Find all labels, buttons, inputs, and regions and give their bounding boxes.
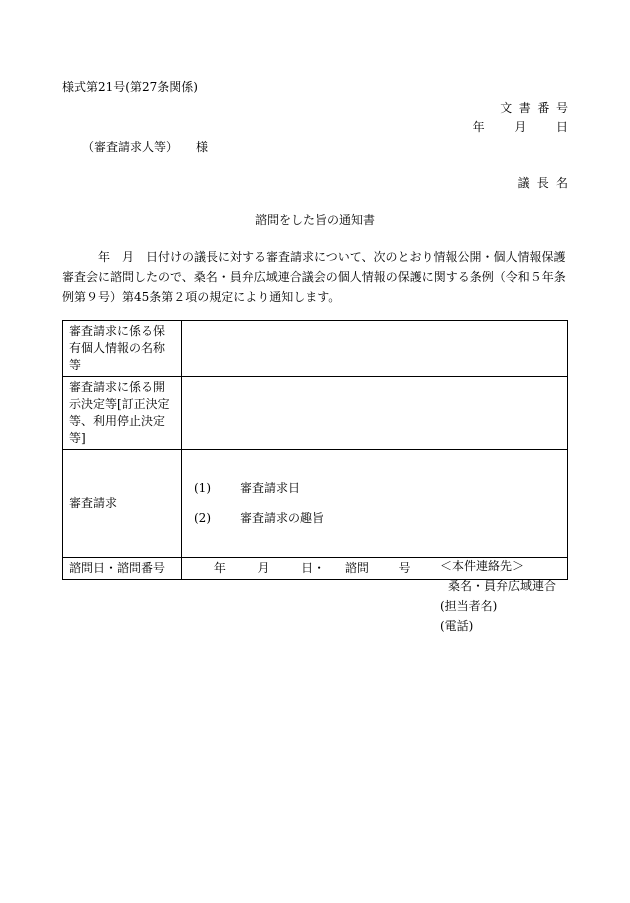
honorific: 様 [196,140,209,154]
deliberation-label: 諮問 [344,561,369,575]
contact-block [440,556,556,636]
deliberation-month: 月 [257,561,270,575]
contact-organization: 桑名・員弁広域連合 [448,579,557,593]
deliberation-day: 日・ [301,561,326,575]
row-value-review-request [182,450,568,558]
date-year: 年 [472,120,485,134]
row-label-review-request: 審査請求 [63,450,182,558]
table-row [63,321,568,377]
issue-date [473,118,568,136]
form-number: 様式第21号(第27条関係) [62,80,198,94]
row-label-disclosure-decision: 審査請求に係る開示決定等[訂正決定等、利用停止決定等] [63,377,182,450]
contact-person: (担当者名) [440,599,498,613]
row-value-disclosure-decision [182,377,568,450]
row-label-deliberation: 諮問日・諮問番号 [63,558,182,580]
date-day: 日 [555,120,568,134]
review-item-purpose: (2) 審査請求の趣旨 [194,511,325,525]
row-label-personal-info: 審査請求に係る保有個人情報の名称等 [63,321,182,377]
row-value-personal-info [182,321,568,377]
addressee [82,138,208,156]
deliberation-year: 年 [213,561,226,575]
review-item-date: (1) 審査請求日 [194,481,301,495]
body-text: 年 月 日付けの議長に対する審査請求について、次のとおり情報公開・個人情報保護審査会に諮問したので、桑名・員弁広域連合議会の個人情報の保護に関する条例（令和５年条例第９号）第45条第２項の規定により通知します。 [62,250,566,304]
addressee-name: （審査請求人等） [82,140,179,154]
table-row [63,450,568,558]
chair-name: 議長名 [517,176,576,190]
date-month: 月 [514,120,527,134]
info-table [62,320,568,580]
deliberation-number: 号 [398,561,411,575]
document-number: 文書番号 [500,101,575,115]
contact-phone: (電話) [440,619,474,633]
contact-heading: ＜本件連絡先＞ [440,559,525,573]
table-row [63,377,568,450]
document-title: 諮問をした旨の通知書 [254,213,375,227]
